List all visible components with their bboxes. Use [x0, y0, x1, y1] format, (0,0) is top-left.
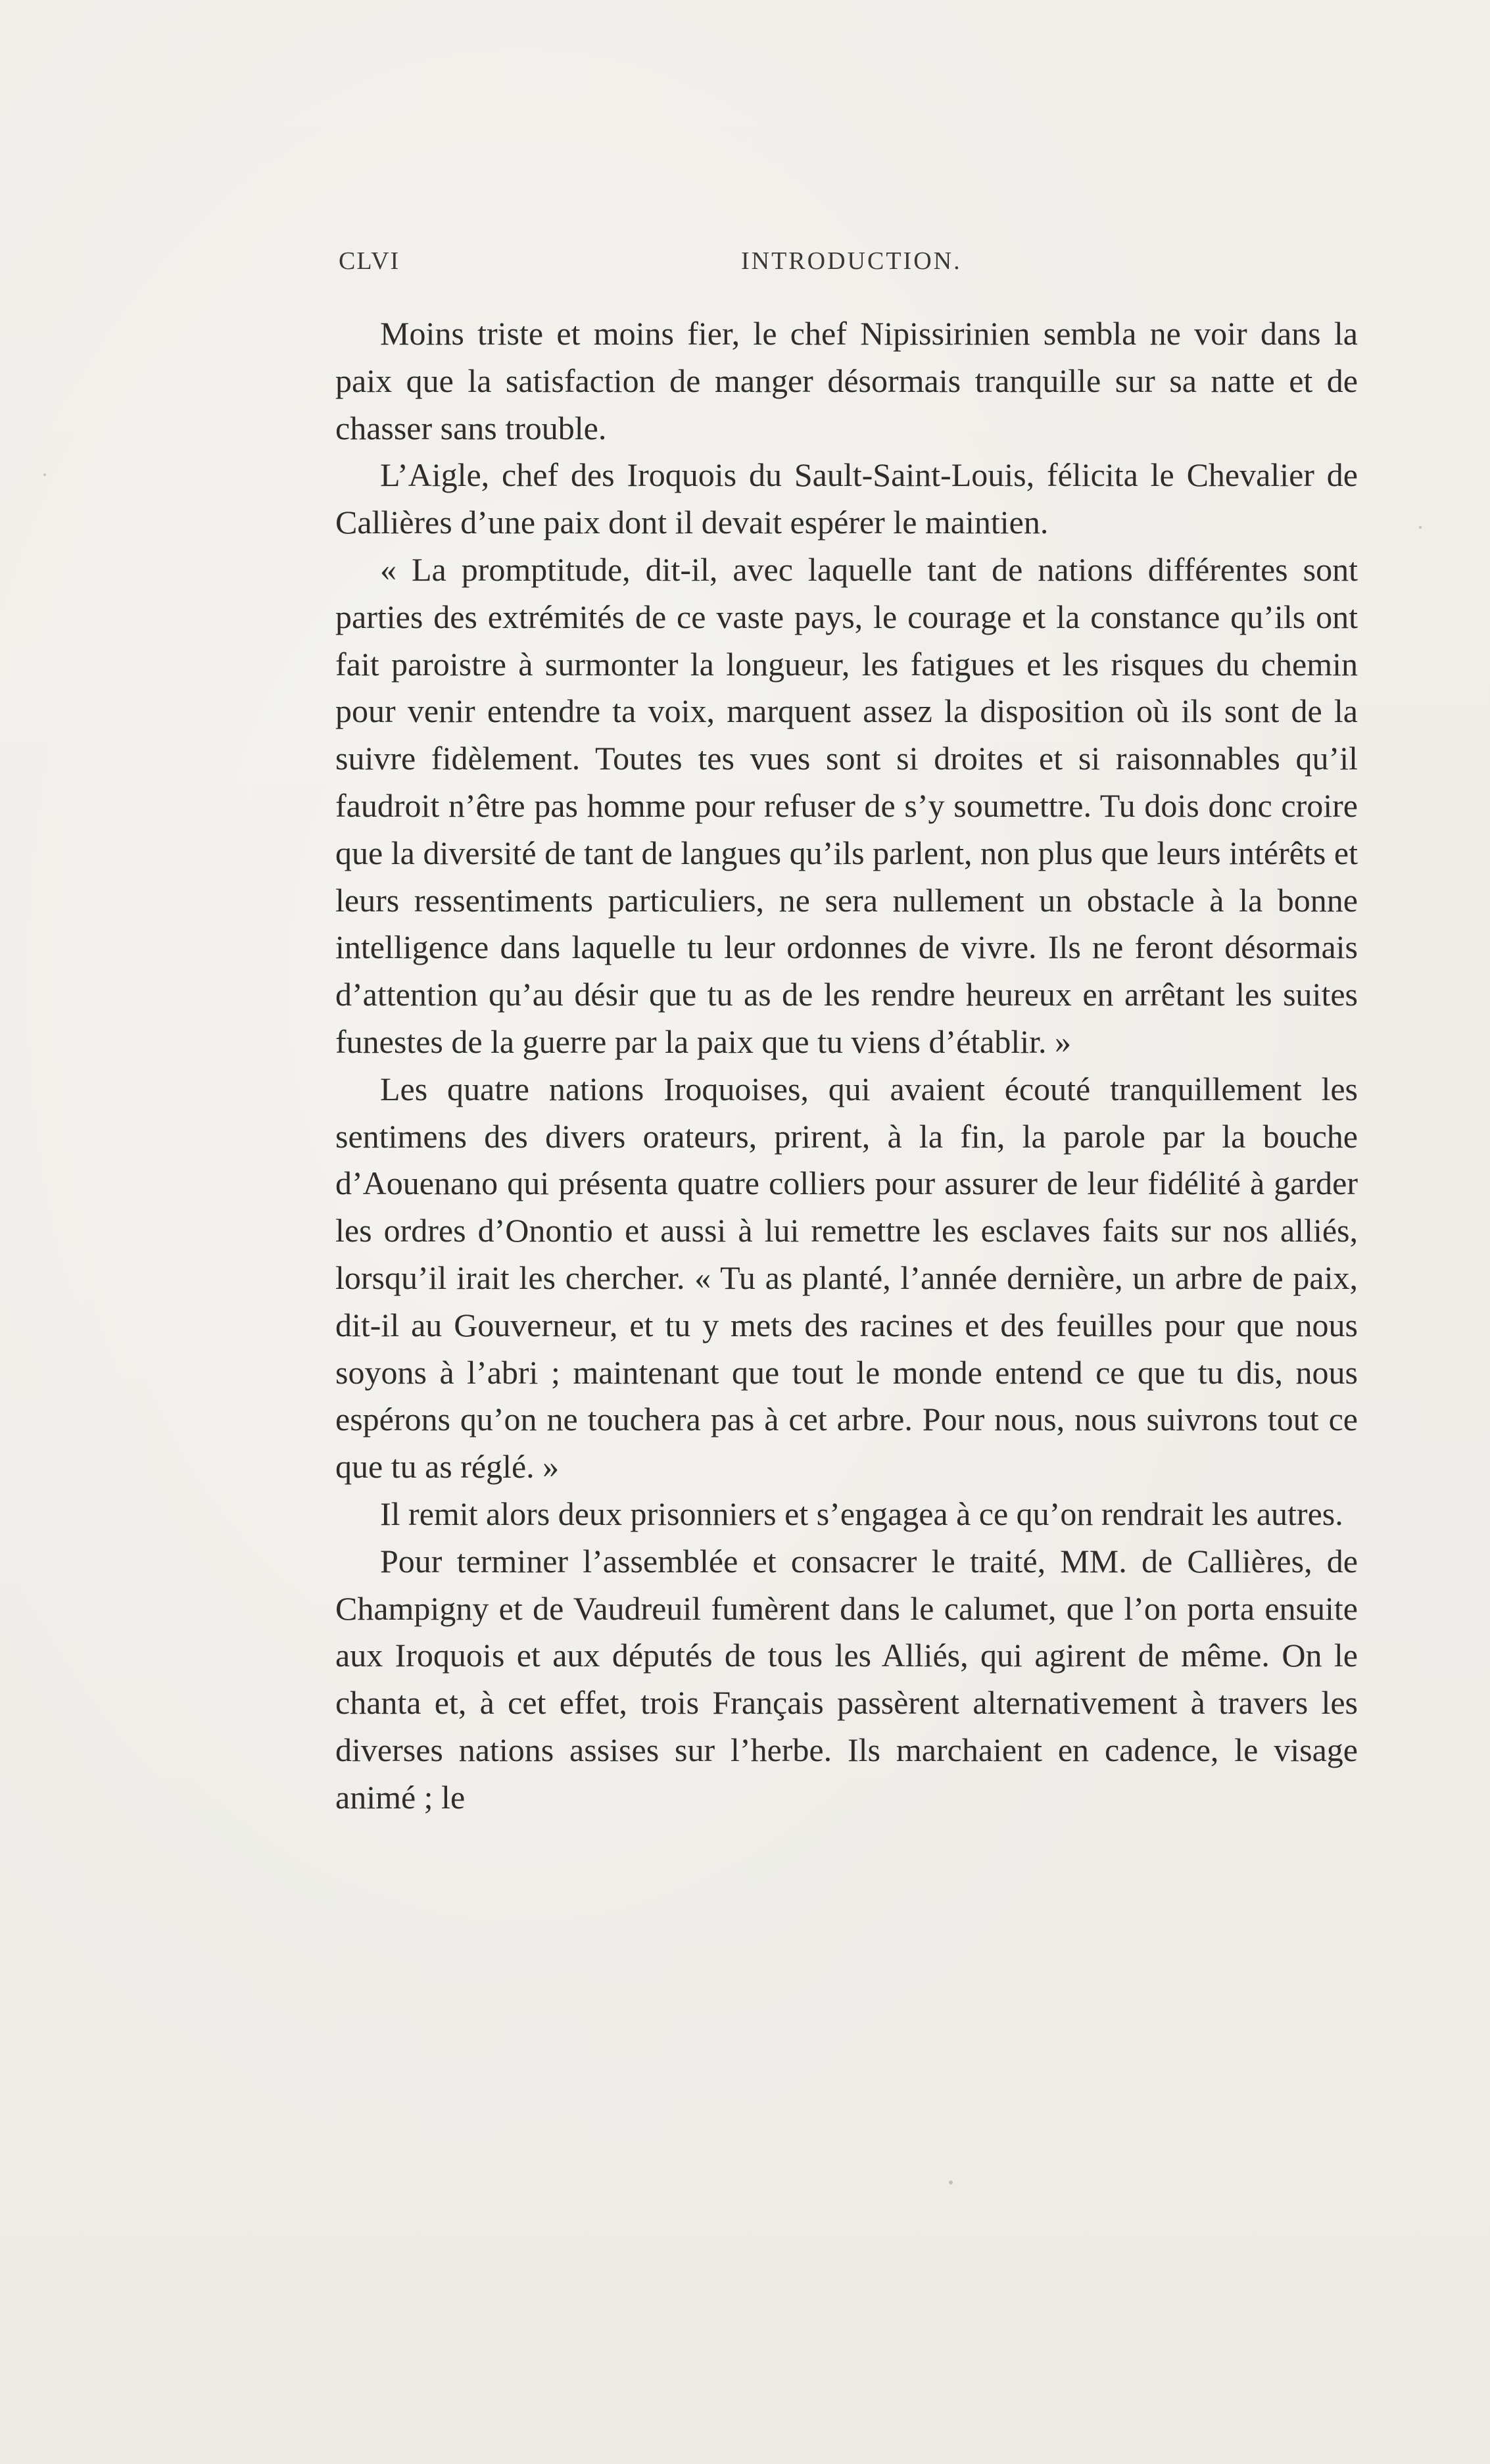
paragraph-aigle: L’Aigle, chef des Iroquois du Sault-Saint-Louis, félicita le Chevalier de Callières d’une paix dont il devait espérer le maintien. — [335, 456, 1358, 541]
paper-speck — [949, 2181, 953, 2185]
paragraph-iroquois-nations: Les quatre nations Iroquoises, qui avaient écouté tranquillement les sentimens des divers orateurs, prirent, à la fin, la parole par la bouche d’Aouenano qui présenta quatre colliers pour assurer de leur fidélité à garder les ordres d’Onontio et aussi à lui remettre les esclaves faits sur nos alliés, lorsqu’il irait les chercher. « Tu as planté, l’année dernière, un arbre de paix, dit-il au Gouverneur, et tu y mets des racines et des feuilles pour que nous soyons à l’abri ; maintenant que tout le monde entend ce que tu dis, nous espérons qu’on ne touchera pas à cet arbre. Pour nous, nous suivrons tout ce que tu as réglé. » — [335, 1070, 1358, 1486]
paper-speck — [1419, 526, 1422, 529]
running-header — [339, 247, 1361, 286]
paragraph-nipissirinien: Moins triste et moins fier, le chef Nipissirinien sembla ne voir dans la paix que la satisfaction de manger désormais tranquille sur sa natte et de chasser sans trouble. — [335, 315, 1358, 447]
paper-speck — [43, 473, 46, 476]
paragraph-calumet: Pour terminer l’assemblée et consacrer le traité, MM. de Callières, de Champigny et de Vaudreuil fumèrent dans le calumet, que l’on porta ensuite aux Iroquois et aux députés de tous les Alliés, qui agirent de même. On le chanta et, à cet effet, trois Français passèrent alternativement à travers les diverses nations assises sur l’herbe. Ils marchaient en cadence, le visage animé ; le — [335, 1542, 1358, 1816]
paragraph-prisoners: Il remit alors deux prisonniers et s’engagea à ce qu’on rendrait les autres. — [380, 1495, 1343, 1532]
paragraph-speech-aigle: « La promptitude, dit-il, avec laquelle tant de nations différentes sont parties des extrémités de ce vaste pays, le courage et la constance qu’ils ont fait paroistre à surmonter la longueur, les fatigues et les risques du chemin pour venir entendre ta voix, marquent assez la disposition où ils sont de la suivre fidèlement. Toutes tes vues sont si droites et si raisonnables qu’il faudroit n’être pas homme pour refuser de s’y soumettre. Tu dois donc croire que la diversité de tant de langues qu’ils parlent, non plus que leurs intérêts et leurs ressentiments particuliers, ne sera nullement un obstacle à la bonne intelligence dans laquelle tu leur ordonnes de vivre. Ils ne feront désormais d’attention qu’au désir que tu as de les rendre heureux en arrêtant les suites funestes de la guerre par la paix que tu viens d’établir. » — [335, 550, 1358, 1060]
running-title: INTRODUCTION. — [741, 247, 962, 275]
page-number: CLVI — [339, 247, 400, 275]
body-text — [335, 310, 1358, 1822]
